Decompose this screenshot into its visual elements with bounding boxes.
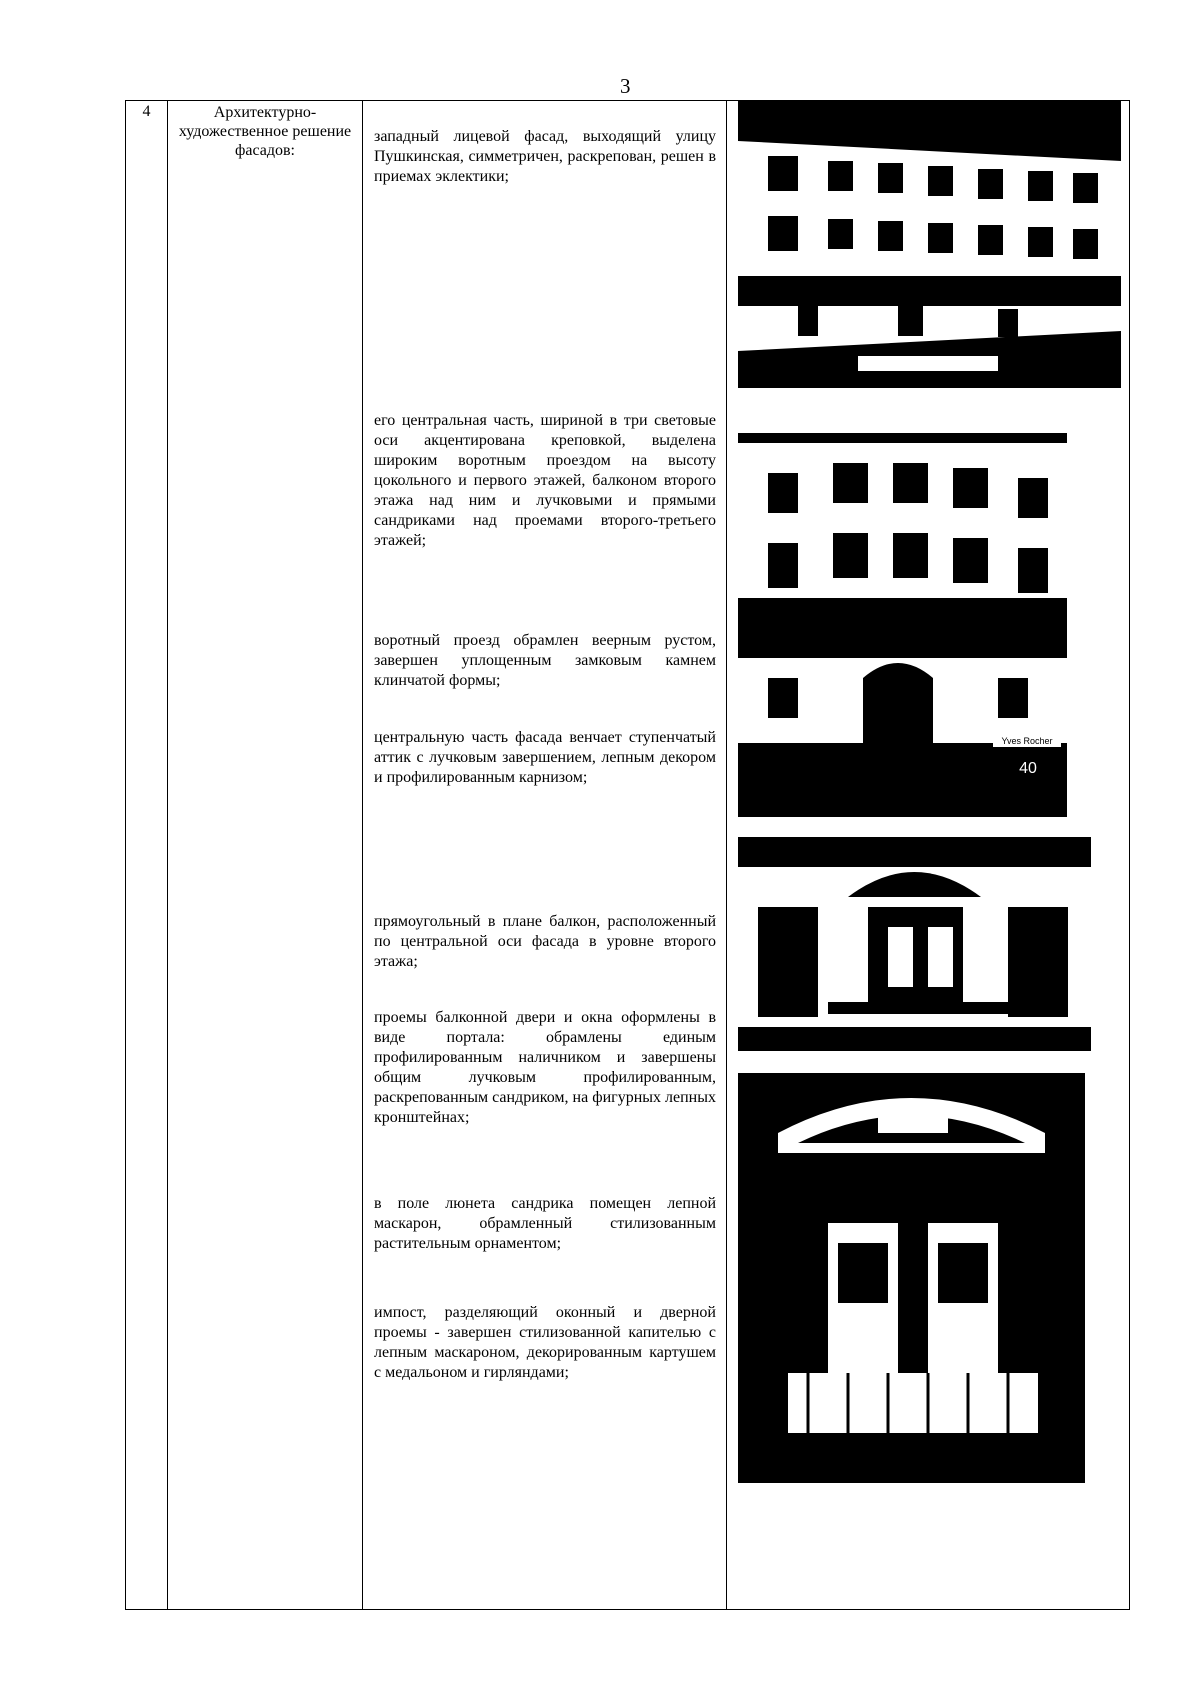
paragraph-west-facade: западный лицевой фасад, выходящий улицу Пушкинская, симметричен, раскрепован, решен в приемах эклектики; (374, 128, 716, 185)
paragraph-attic: центральную часть фасада венчает ступенчатый аттик с лучковым завершением, лепным декором и профилированным карнизом; (374, 729, 716, 786)
paragraph-balcony: прямоугольный в плане балкон, расположенный по центральной оси фасада в уровне второго этажа; (374, 913, 716, 970)
portal-closeup-photo (738, 1073, 1085, 1483)
paragraph-portal: проемы балконной двери и окна оформлены в виде портала: обрамлены единым профилированным наличником и завершены общим лучковым профилированным, раскрепованным сандриком, на фигурных лепных кронштейнах; (374, 1009, 716, 1126)
row-number: 4 (142, 103, 151, 120)
paragraph-gate-passage: воротный проезд обрамлен веерным рустом, завершен уплощенным замковым камнем клинчатой формы; (374, 632, 716, 689)
facade-central-photo (738, 433, 1067, 817)
house-number-text: 40 (1019, 760, 1037, 777)
description-table (125, 100, 1130, 1610)
paragraph-lunette: в поле люнета сандрика помещен лепной маскарон, обрамленный стилизованным растительным орнаментом; (374, 1195, 716, 1252)
paragraph-central-part: его центральная часть, шириной в три световые оси акцентирована креповкой, выделена широким воротным проездом на высоту цокольного и первого этажей, балконом второго этажа над ним и лучковыми и прямыми сандриками над проемами второго-третьего этажей; (374, 412, 716, 549)
facade-street-photo (738, 101, 1121, 388)
paragraph-impost: импост, разделяющий оконный и дверной проемы - завершен стилизованной капителью с лепным маскароном, декорированным картушем с медальоном и гирляндами; (374, 1304, 716, 1381)
shop-sign-text: Yves Rocher (1001, 736, 1053, 746)
page-number: 3 (620, 74, 631, 98)
balcony-photo (738, 837, 1091, 1051)
row-title: Архитектурно-художественное решение фасадов: (178, 104, 352, 159)
